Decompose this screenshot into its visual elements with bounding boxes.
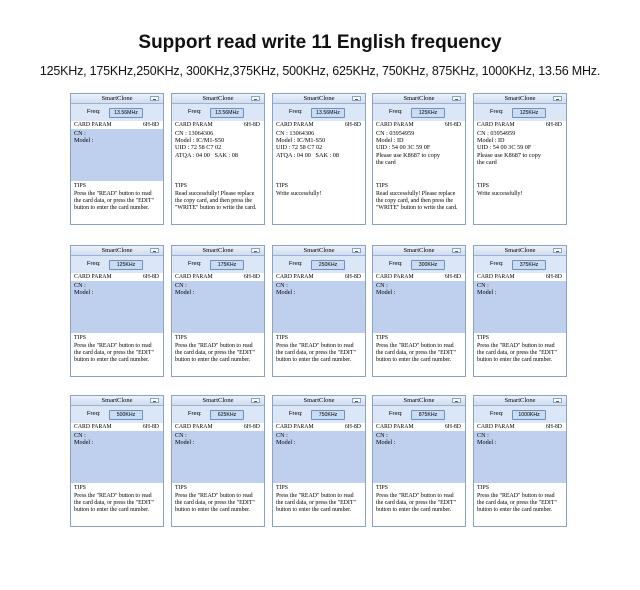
freq-button[interactable]: 175KHz	[210, 260, 244, 270]
window-titlebar	[71, 396, 163, 406]
card-id: 6H-8D	[545, 122, 562, 128]
smartclone-panel	[70, 245, 164, 377]
card-info-text: CN : Model :	[74, 282, 94, 297]
card-id: 6H-8D	[444, 424, 461, 430]
smartclone-panel	[272, 395, 366, 527]
minimize-icon[interactable]	[352, 398, 361, 403]
freq-row	[373, 104, 465, 121]
card-param-header	[172, 423, 264, 431]
freq-row	[474, 104, 566, 121]
freq-label: Freq:	[188, 261, 202, 267]
freq-button[interactable]: 125KHz	[512, 108, 546, 118]
window-titlebar	[71, 246, 163, 256]
freq-row	[71, 406, 163, 423]
tips-label: TIPS	[477, 485, 489, 491]
tips-header	[474, 333, 566, 342]
smartclone-panel	[70, 395, 164, 527]
tips-body	[373, 190, 465, 225]
freq-row	[172, 406, 264, 423]
window-title: SmartClone	[202, 397, 234, 404]
card-id: 6H-8D	[545, 274, 562, 280]
card-info-area	[71, 129, 163, 181]
card-param-label: CARD PARAM	[175, 122, 213, 128]
tips-body	[373, 342, 465, 377]
freq-button[interactable]: 125KHz	[109, 260, 143, 270]
window-titlebar	[71, 94, 163, 104]
minimize-icon[interactable]	[150, 398, 159, 403]
card-param-header	[273, 423, 365, 431]
freq-row	[373, 406, 465, 423]
tips-header	[273, 333, 365, 342]
card-param-header	[273, 121, 365, 129]
card-param-header	[172, 273, 264, 281]
card-info-text: CN : Model :	[477, 282, 497, 297]
card-param-header	[474, 121, 566, 129]
minimize-icon[interactable]	[352, 248, 361, 253]
freq-label: Freq:	[188, 109, 202, 115]
card-info-text: CN : 13064306 Model : IC/M1-S50 UID : 72 58 C7 02 ATQA : 04 00 SAK : 08	[175, 130, 238, 159]
tips-text: Press the "READ" button to read the card data, or press the "EDIT" button to enter the card number.	[276, 493, 356, 513]
freq-button[interactable]: 625KHz	[210, 410, 244, 420]
smartclone-panel	[372, 93, 466, 225]
card-param-label: CARD PARAM	[477, 122, 515, 128]
window-titlebar	[373, 396, 465, 406]
card-param-label: CARD PARAM	[276, 424, 314, 430]
smartclone-panel	[272, 93, 366, 225]
window-titlebar	[373, 246, 465, 256]
smartclone-panel	[70, 93, 164, 225]
minimize-icon[interactable]	[452, 398, 461, 403]
tips-header	[71, 483, 163, 492]
window-titlebar	[373, 94, 465, 104]
card-param-label: CARD PARAM	[376, 424, 414, 430]
card-id: 6H-8D	[344, 122, 361, 128]
card-info-area	[474, 129, 566, 181]
window-title: SmartClone	[202, 247, 234, 254]
card-param-header	[373, 121, 465, 129]
freq-button[interactable]: 300KHz	[411, 260, 445, 270]
minimize-icon[interactable]	[352, 96, 361, 101]
freq-button[interactable]: 250KHz	[311, 260, 345, 270]
card-info-text: CN : Model :	[74, 130, 94, 145]
card-id: 6H-8D	[243, 274, 260, 280]
tips-label: TIPS	[74, 335, 86, 341]
tips-body	[273, 492, 365, 527]
tips-header	[373, 333, 465, 342]
freq-row	[474, 256, 566, 273]
card-info-area	[273, 129, 365, 181]
tips-label: TIPS	[175, 335, 187, 341]
window-titlebar	[172, 94, 264, 104]
tips-header	[172, 333, 264, 342]
tips-body	[273, 190, 365, 225]
window-title: SmartClone	[504, 95, 536, 102]
card-info-text: CN : Model :	[276, 282, 296, 297]
tips-header	[373, 483, 465, 492]
minimize-icon[interactable]	[452, 248, 461, 253]
page-title: Support read write 11 English frequency	[138, 32, 502, 53]
window-title: SmartClone	[504, 247, 536, 254]
card-id: 6H-8D	[243, 122, 260, 128]
freq-button[interactable]: 13.56MHz	[109, 108, 143, 118]
smartclone-panel	[171, 245, 265, 377]
tips-header	[474, 181, 566, 190]
window-titlebar	[474, 94, 566, 104]
freq-button[interactable]: 125KHz	[411, 108, 445, 118]
card-info-text: CN : 03954959 Model : ID UID : 54 00 3C 59 0F Please use K8687 to copy the card	[477, 130, 541, 166]
card-info-area	[71, 431, 163, 483]
card-info-area	[273, 431, 365, 483]
smartclone-panel	[473, 245, 567, 377]
card-param-label: CARD PARAM	[477, 274, 515, 280]
freq-label: Freq:	[389, 261, 403, 267]
minimize-icon[interactable]	[150, 96, 159, 101]
minimize-icon[interactable]	[251, 248, 260, 253]
window-title: SmartClone	[202, 95, 234, 102]
tips-text: Press the "READ" button to read the card data, or press the "EDIT" button to enter the card number.	[74, 493, 154, 513]
tips-body	[474, 342, 566, 377]
card-id: 6H-8D	[142, 274, 159, 280]
freq-button[interactable]: 1000KHz	[512, 410, 546, 420]
window-title: SmartClone	[303, 95, 335, 102]
card-info-area	[373, 129, 465, 181]
freq-label: Freq:	[87, 261, 101, 267]
window-title: SmartClone	[101, 95, 133, 102]
tips-label: TIPS	[276, 183, 288, 189]
freq-button[interactable]: 375KHz	[512, 260, 546, 270]
tips-header	[273, 483, 365, 492]
minimize-icon[interactable]	[553, 96, 562, 101]
card-param-header	[71, 273, 163, 281]
tips-text: Press the "READ" button to read the card data, or press the "EDIT" button to enter the card number.	[376, 493, 456, 513]
tips-label: TIPS	[74, 485, 86, 491]
card-param-header	[172, 121, 264, 129]
tips-body	[172, 492, 264, 527]
tips-text: Press the "READ" button to read the card data, or press the "EDIT" button to enter the card number.	[376, 343, 456, 363]
tips-body	[474, 190, 566, 225]
tips-text: Press the "READ" button to read the card data, or press the "EDIT" button to enter the card number.	[477, 343, 557, 363]
card-info-text: CN : 13064306 Model : IC/M1-S50 UID : 72 58 C7 02 ATQA : 04 00 SAK : 08	[276, 130, 339, 159]
tips-label: TIPS	[376, 335, 388, 341]
tips-body	[71, 342, 163, 377]
freq-label: Freq:	[87, 411, 101, 417]
tips-header	[373, 181, 465, 190]
tips-text: Press the "READ" button to read the card data, or press the "EDIT" button to enter the card number.	[175, 493, 255, 513]
tips-label: TIPS	[376, 183, 388, 189]
smartclone-panel	[171, 93, 265, 225]
tips-label: TIPS	[74, 183, 86, 189]
window-titlebar	[273, 396, 365, 406]
minimize-icon[interactable]	[251, 96, 260, 101]
minimize-icon[interactable]	[452, 96, 461, 101]
tips-label: TIPS	[376, 485, 388, 491]
tips-body	[71, 492, 163, 527]
card-id: 6H-8D	[142, 122, 159, 128]
tips-text: Press the "READ" button to read the card data, or press the "EDIT" button to enter the card number.	[74, 343, 154, 363]
tips-text: Press the "READ" button to read the card data, or press the "EDIT" button to enter the card number.	[175, 343, 255, 363]
freq-row	[373, 256, 465, 273]
window-titlebar	[474, 396, 566, 406]
freq-button[interactable]: 750KHz	[311, 410, 345, 420]
card-param-label: CARD PARAM	[175, 274, 213, 280]
tips-body	[474, 492, 566, 527]
tips-header	[71, 181, 163, 190]
card-info-area	[474, 281, 566, 333]
card-info-text: CN : 03954959 Model : ID UID : 54 00 3C 59 0F Please use K8687 to copy the card	[376, 130, 440, 166]
smartclone-panel	[372, 395, 466, 527]
card-id: 6H-8D	[142, 424, 159, 430]
card-info-text: CN : Model :	[376, 282, 396, 297]
card-id: 6H-8D	[344, 424, 361, 430]
tips-label: TIPS	[477, 183, 489, 189]
card-info-area	[172, 431, 264, 483]
window-title: SmartClone	[303, 247, 335, 254]
card-info-text: CN : Model :	[276, 432, 296, 447]
card-id: 6H-8D	[444, 274, 461, 280]
freq-label: Freq:	[389, 411, 403, 417]
tips-header	[172, 483, 264, 492]
tips-text: Press the "READ" button to read the card data, or press the "EDIT" button to enter the card number.	[74, 191, 154, 211]
freq-label: Freq:	[289, 261, 303, 267]
freq-button[interactable]: 500KHz	[109, 410, 143, 420]
card-info-text: CN : Model :	[175, 282, 195, 297]
card-param-label: CARD PARAM	[276, 122, 314, 128]
tips-header	[71, 333, 163, 342]
card-param-label: CARD PARAM	[376, 274, 414, 280]
tips-label: TIPS	[175, 183, 187, 189]
freq-label: Freq:	[87, 109, 101, 115]
freq-label: Freq:	[188, 411, 202, 417]
freq-label: Freq:	[289, 411, 303, 417]
freq-button[interactable]: 875KHz	[411, 410, 445, 420]
tips-text: Write successfully!	[276, 191, 322, 197]
minimize-icon[interactable]	[553, 248, 562, 253]
card-info-area	[273, 281, 365, 333]
card-id: 6H-8D	[545, 424, 562, 430]
tips-label: TIPS	[276, 485, 288, 491]
tips-text: Press the "READ" button to read the card data, or press the "EDIT" button to enter the card number.	[477, 493, 557, 513]
tips-text: Press the "READ" button to read the card data, or press the "EDIT" button to enter the card number.	[276, 343, 356, 363]
tips-header	[172, 181, 264, 190]
freq-label: Freq:	[289, 109, 303, 115]
freq-button[interactable]: 13.56MHz	[210, 108, 244, 118]
frequency-list: 125KHz, 175KHz,250KHz, 300KHz,375KHz, 500KHz, 625KHz, 750KHz, 875KHz, 1000KHz, 13.56 MHz.	[39, 64, 601, 78]
card-info-text: CN : Model :	[175, 432, 195, 447]
freq-label: Freq:	[490, 411, 504, 417]
tips-body	[172, 190, 264, 225]
window-title: SmartClone	[504, 397, 536, 404]
card-param-label: CARD PARAM	[376, 122, 414, 128]
window-titlebar	[273, 94, 365, 104]
tips-label: TIPS	[477, 335, 489, 341]
freq-row	[172, 256, 264, 273]
card-param-label: CARD PARAM	[276, 274, 314, 280]
card-id: 6H-8D	[243, 424, 260, 430]
card-param-label: CARD PARAM	[74, 122, 112, 128]
card-param-label: CARD PARAM	[74, 424, 112, 430]
card-param-header	[71, 423, 163, 431]
smartclone-panel	[372, 245, 466, 377]
tips-label: TIPS	[175, 485, 187, 491]
freq-row	[474, 406, 566, 423]
window-titlebar	[273, 246, 365, 256]
freq-row	[71, 104, 163, 121]
window-titlebar	[172, 396, 264, 406]
card-id: 6H-8D	[344, 274, 361, 280]
card-param-header	[71, 121, 163, 129]
tips-header	[273, 181, 365, 190]
tips-body	[373, 492, 465, 527]
minimize-icon[interactable]	[251, 398, 260, 403]
tips-text: Read successfully! Please replace the copy card, and then press the "WRITE" button to write the card.	[175, 191, 257, 211]
smartclone-panel	[473, 93, 567, 225]
tips-body	[71, 190, 163, 225]
tips-header	[474, 483, 566, 492]
card-param-header	[474, 423, 566, 431]
card-param-label: CARD PARAM	[477, 424, 515, 430]
card-info-area	[373, 431, 465, 483]
smartclone-panel	[171, 395, 265, 527]
freq-label: Freq:	[490, 261, 504, 267]
card-info-area	[71, 281, 163, 333]
tips-label: TIPS	[276, 335, 288, 341]
window-title: SmartClone	[303, 397, 335, 404]
freq-label: Freq:	[490, 109, 504, 115]
freq-row	[71, 256, 163, 273]
smartclone-panel	[272, 245, 366, 377]
card-param-label: CARD PARAM	[74, 274, 112, 280]
minimize-icon[interactable]	[150, 248, 159, 253]
window-title: SmartClone	[403, 397, 435, 404]
window-titlebar	[172, 246, 264, 256]
card-id: 6H-8D	[444, 122, 461, 128]
card-info-text: CN : Model :	[376, 432, 396, 447]
tips-text: Write successfully!	[477, 191, 523, 197]
tips-body	[172, 342, 264, 377]
window-title: SmartClone	[101, 397, 133, 404]
card-param-header	[273, 273, 365, 281]
tips-text: Read successfully! Please replace the copy card, and then press the "WRITE" button to write the card.	[376, 191, 458, 211]
freq-row	[273, 406, 365, 423]
card-param-header	[373, 423, 465, 431]
card-info-area	[172, 281, 264, 333]
freq-button[interactable]: 13.56MHz	[311, 108, 345, 118]
window-titlebar	[474, 246, 566, 256]
card-param-header	[474, 273, 566, 281]
card-info-text: CN : Model :	[477, 432, 497, 447]
card-info-text: CN : Model :	[74, 432, 94, 447]
smartclone-panel	[473, 395, 567, 527]
minimize-icon[interactable]	[553, 398, 562, 403]
card-param-label: CARD PARAM	[175, 424, 213, 430]
tips-body	[273, 342, 365, 377]
card-param-header	[373, 273, 465, 281]
freq-row	[273, 256, 365, 273]
freq-row	[273, 104, 365, 121]
window-title: SmartClone	[403, 247, 435, 254]
card-info-area	[474, 431, 566, 483]
card-info-area	[373, 281, 465, 333]
window-title: SmartClone	[403, 95, 435, 102]
card-info-area	[172, 129, 264, 181]
freq-label: Freq:	[389, 109, 403, 115]
window-title: SmartClone	[101, 247, 133, 254]
freq-row	[172, 104, 264, 121]
